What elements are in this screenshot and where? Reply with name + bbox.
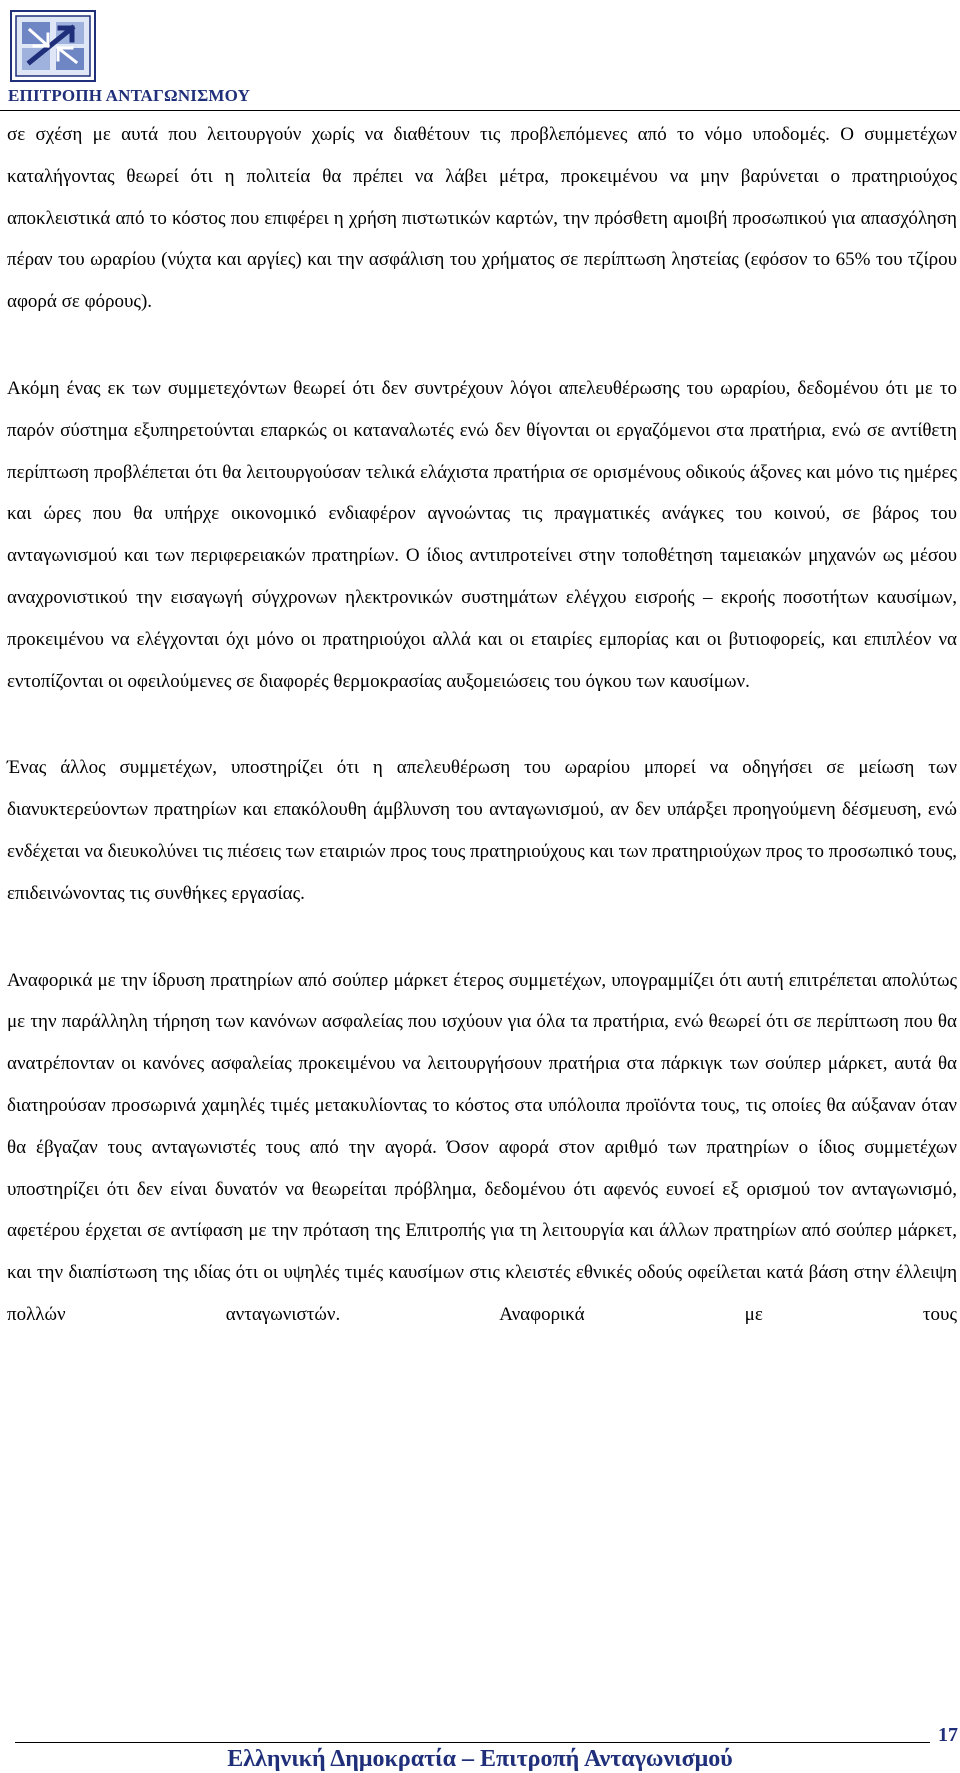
- page-footer: [0, 1720, 960, 1770]
- organization-name: ΕΠΙΤΡΟΠΗ ΑΝΤΑΓΩΝΙΣΜΟΥ: [8, 86, 251, 105]
- document-body: [7, 114, 957, 1336]
- page-header: [0, 0, 960, 112]
- header-divider: [0, 110, 960, 111]
- footer-text: Ελληνική Δημοκρατία – Επιτροπή Ανταγωνισμού: [227, 1746, 733, 1772]
- body-paragraph: σε σχέση με αυτά που λειτουργούν χωρίς να διαθέτουν τις προβλεπόμενες από το νόμο υποδομές. Ο συμμετέχων καταλήγοντας θεωρεί ότι η πολιτεία θα πρέπει να λάβει μέτρα, προκειμένου να μην βαρύνεται ο πρατηριούχος αποκλειστικά από το κόστος που επιφέρει η χρήση πιστωτικών καρτών, την πρόσθετη αμοιβή προσωπικού για απασχόληση πέραν του ωραρίου (νύχτα και αργίες) και την ασφάλιση του χρήματος σε περίπτωση ληστείας (εφόσον το 65% του τζίρου αφορά σε φόρους).: [7, 124, 957, 313]
- page-number: 17: [938, 1724, 958, 1746]
- body-paragraph: Αναφορικά με την ίδρυση πρατηρίων από σούπερ μάρκετ έτερος συμμετέχων, υπογραμμίζει ότι αυτή επιτρέπεται απολύτως με την παράλληλη τήρηση των κανόνων ασφαλείας που ισχύουν για όλα τα πρατήρια, ενώ θεωρεί ότι σε περίπτωση που θα ανατρέπονταν οι κανόνες ασφαλείας προκειμένου να λειτουργήσουν πρατήρια στα πάρκιγκ των σούπερ μάρκετ, αυτά θα διατηρούσαν προσωρινά χαμηλές τιμές μετακυλίοντας το κόστος στα υπόλοιπα προϊόντα τους, τις οποίες θα αύξαναν όταν θα έβγαζαν τους ανταγωνιστές τους από την αγορά. Όσον αφορά στον αριθμό των πρατηρίων ο ίδιος συμμετέχων υποστηρίζει ότι δεν είναι δυνατόν να θεωρείται πρόβλημα, δεδομένου ότι αφενός ευνοεί εξ ορισμού τον ανταγωνισμό, αφετέρου έρχεται σε αντίφαση με την πρόταση της Επιτροπής για τη λειτουργία και άλλων πρατηρίων από σούπερ μάρκετ, και την διαπίστωση της ιδίας ότι οι υψηλές τιμές καυσίμων στις κλειστές εθνικές οδούς οφείλεται κατά βάση στην έλλειψη πολλών ανταγωνιστών. Αναφορικά με τους: [7, 969, 957, 1325]
- footer-divider: [15, 1742, 930, 1743]
- body-paragraph: Ακόμη ένας εκ των συμμετεχόντων θεωρεί ότι δεν συντρέχουν λόγοι απελευθέρωσης του ωραρίου, δεδομένου ότι με το παρόν σύστημα εξυπηρετούνται επαρκώς οι καταναλωτές ενώ δεν θίγονται οι εργαζόμενοι στα πρατήρια, ενώ σε αντίθετη περίπτωση προβλέπεται ότι θα λειτουργούσαν τελικά ελάχιστα πρατήρια σε ορισμένους οδικούς άξονες και μόνο τις ημέρες και ώρες που θα υπήρχε οικονομικό ενδιαφέρον αγνοώντας τις πραγματικές ανάγκες του κοινού, σε βάρος του ανταγωνισμού και των περιφερειακών πρατηρίων. Ο ίδιος αντιπροτείνει στην τοποθέτηση ταμειακών μηχανών ως μέσου αναχρονιστικού την εισαγωγή σύγχρονων ηλεκτρονικών συστημάτων ελέγχου εισροής – εκροής ποσοτήτων καυσίμων, προκειμένου να ελέγχονται όχι μόνο οι πρατηριούχοι αλλά και οι εταιρίες εμπορίας και οι βυτιοφορείς, και επιπλέον να εντοπίζονται οι οφειλούμενες σε διαφορές θερμοκρασίας αυξομειώσεις του όγκου των καυσίμων.: [7, 377, 957, 692]
- body-paragraph: Ένας άλλος συμμετέχων, υποστηρίζει ότι η απελευθέρωση του ωραρίου μπορεί να οδηγήσει σε μείωση των διανυκτερεύοντων πρατηρίων και επακόλουθη άμβλυνση του ανταγωνισμού, αν δεν υπάρξει προηγούμενη δέσμευση, ενώ ενδέχεται να διευκολύνει τις πιέσεις των εταιριών προς τους πρατηριούχους και των πρατηριούχων προς το προσωπικό τους, επιδεινώνοντας τις συνθήκες εργασίας.: [7, 757, 957, 904]
- competition-commission-emblem-icon: [10, 10, 96, 82]
